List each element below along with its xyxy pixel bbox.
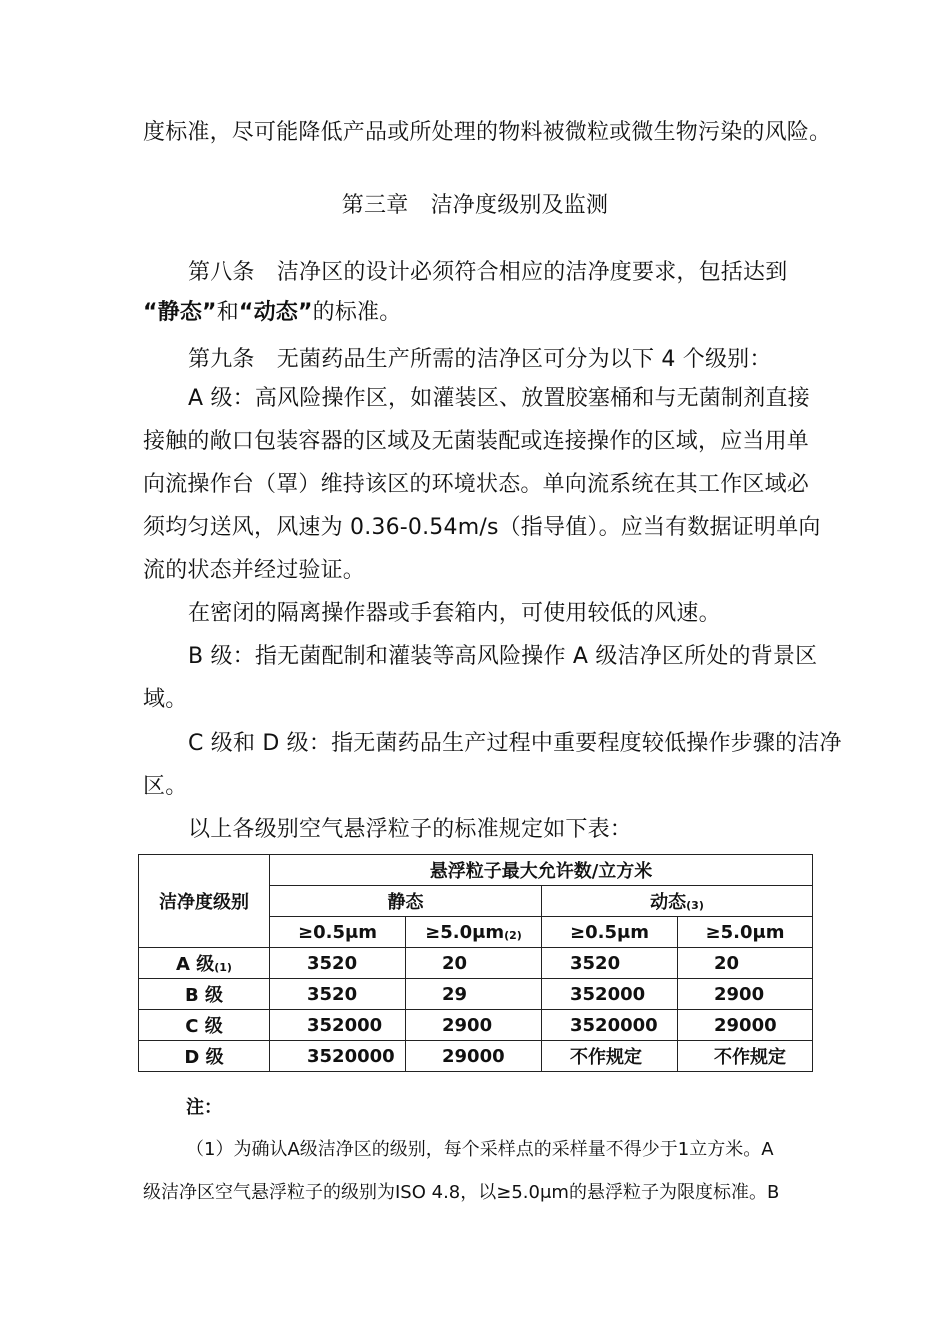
table-row — [139, 1010, 813, 1041]
cell-value: 不作规定 — [542, 1041, 678, 1072]
grade-a-line-4: 须均匀送风，风速为 0.36-0.54m/s（指导值）。应当有数据证明单向 — [143, 515, 821, 540]
article-8-line-1: 第八条 洁净区的设计必须符合相应的洁净度要求，包括达到 — [188, 260, 788, 285]
note-1-line-1: （1）为确认A级洁净区的级别，每个采样点的采样量不得少于1立方米。A — [186, 1139, 774, 1160]
table-row — [139, 979, 813, 1010]
grade-b-line-1: B 级：指无菌配制和灌装等高风险操作 A 级洁净区所处的背景区 — [188, 644, 818, 669]
col-dynamic-5-0: ≥5.0μm — [678, 917, 813, 948]
paragraph-continuation: 度标准，尽可能降低产品或所处理的物料被微粒或微生物污染的风险。 — [143, 120, 832, 145]
cell-value: 29 — [406, 979, 542, 1010]
cell-value: 3520000 — [542, 1010, 678, 1041]
cell-value: 3520 — [270, 979, 406, 1010]
table-row — [139, 1041, 813, 1072]
grade-a-line-3: 向流操作台（罩）维持该区的环境状态。单向流系统在其工作区域必 — [143, 472, 810, 497]
row-level: D 级 — [139, 1041, 270, 1072]
cell-value: 3520 — [270, 948, 406, 979]
notes-label: 注： — [186, 1097, 222, 1118]
table-row — [139, 948, 813, 979]
row-level: B 级 — [139, 979, 270, 1010]
grade-a-line-1: A 级：高风险操作区，如灌装区、放置胶塞桶和与无菌制剂直接 — [188, 386, 810, 411]
cell-value: 20 — [406, 948, 542, 979]
closed-system-note: 在密闭的隔离操作器或手套箱内，可使用较低的风速。 — [188, 601, 721, 626]
particle-standard-table — [138, 854, 813, 1072]
cell-value: 3520 — [542, 948, 678, 979]
col-static-5-0: $\ge 5.0\mu m_{(2)}$ — [406, 917, 542, 948]
grade-cd-line-2: 区。 — [143, 774, 188, 799]
cell-value: 不作规定 — [678, 1041, 813, 1072]
table-group-header: 悬浮粒子最大允许数/立方米 — [270, 855, 813, 886]
cell-value: 29000 — [406, 1041, 542, 1072]
cell-value: 20 — [678, 948, 813, 979]
dynamic-header: 动态$_{(3)}$ — [542, 886, 813, 917]
col-dynamic-0-5: ≥0.5μm — [542, 917, 678, 948]
article-9: 第九条 无菌药品生产所需的洁净区可分为以下 4 个级别： — [188, 347, 772, 372]
grade-cd-line-1: C 级和 D 级：指无菌药品生产过程中重要程度较低操作步骤的洁净 — [188, 731, 842, 756]
row-level: A 级$_{(1)}$ — [139, 948, 270, 979]
grade-b-line-2: 域。 — [143, 687, 188, 712]
col-static-0-5: ≥0.5μm — [270, 917, 406, 948]
and-word: 和 — [216, 300, 239, 325]
chapter-title: 第三章 洁净度级别及监测 — [341, 193, 609, 218]
cell-value: 3520000 — [270, 1041, 406, 1072]
article-8-line-2 — [143, 298, 401, 328]
table-intro: 以上各级别空气悬浮粒子的标准规定如下表： — [188, 817, 633, 842]
grade-a-line-5: 流的状态并经过验证。 — [143, 558, 366, 583]
grade-a-line-2: 接触的敞口包装容器的区域及无菌装配或连接操作的区域，应当用单 — [143, 429, 810, 454]
table-corner-header: 洁净度级别 — [139, 855, 270, 948]
cell-value: 2900 — [406, 1010, 542, 1041]
cell-value: 352000 — [542, 979, 678, 1010]
dynamic-term: “动态” — [238, 300, 313, 325]
cell-value: 352000 — [270, 1010, 406, 1041]
cell-value: 29000 — [678, 1010, 813, 1041]
cell-value: 2900 — [678, 979, 813, 1010]
row-level: C 级 — [139, 1010, 270, 1041]
static-header: 静态 — [270, 886, 542, 917]
static-term: “静态” — [143, 300, 217, 325]
note-1-line-2: 级洁净区空气悬浮粒子的级别为ISO 4.8，以≥5.0μm的悬浮粒子为限度标准。B — [143, 1182, 780, 1203]
article-8-tail: 的标准。 — [312, 300, 402, 325]
